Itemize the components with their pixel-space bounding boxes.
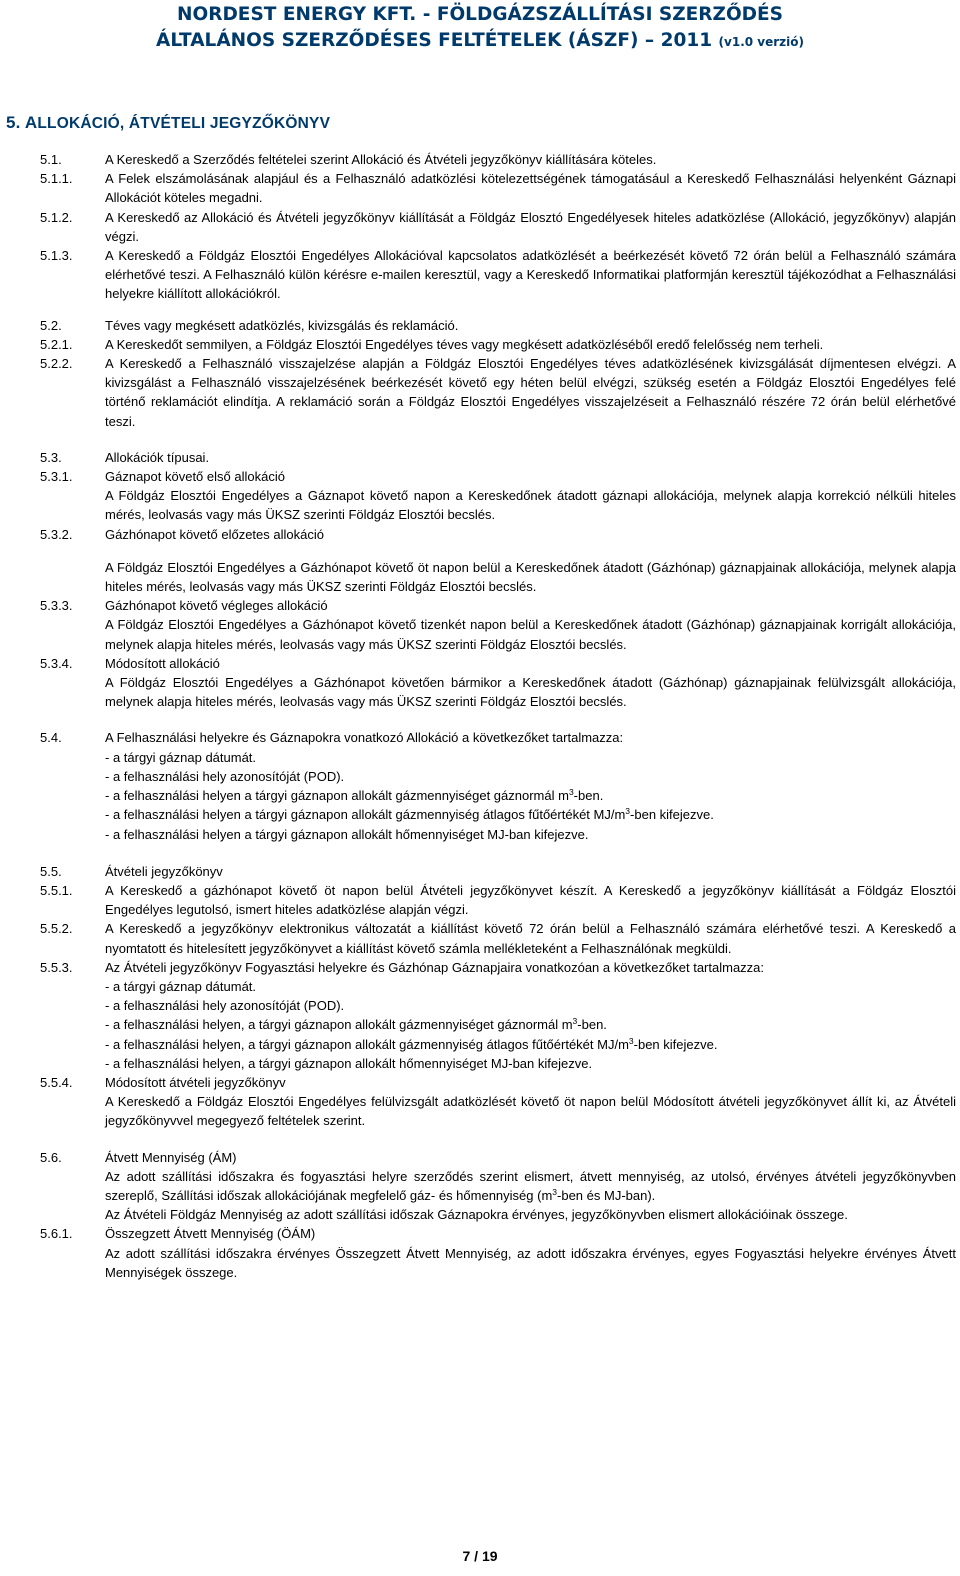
section-number: 5.2.2. xyxy=(40,356,73,372)
section-item xyxy=(40,958,956,1073)
section-number: 5.5.3. xyxy=(40,959,73,975)
section-number: 5.5.1. xyxy=(40,882,73,898)
section-number: 5.2. xyxy=(40,317,62,333)
section-item xyxy=(40,467,956,525)
section-text: - a tárgyi gáznap dátumát. xyxy=(105,978,257,994)
section-item xyxy=(40,448,956,467)
section-item xyxy=(40,596,956,654)
section-text: Az Átvételi jegyzőkönyv Fogyasztási helyekre és Gázhónap Gáznapjaira vonatkozóan a következőket tartalmazza: xyxy=(105,959,765,975)
section-item xyxy=(40,558,956,596)
section-text: Összegzett Átvett Mennyiség (ÖÁM) xyxy=(105,1226,316,1242)
section-text: A Kereskedő az Allokáció és Átvételi jegyzőkönyv kiállítását a Földgáz Elosztó Engedélyesek hiteles adatközlése (Allokáció, jegyzőkönyv) alapján végzi. xyxy=(105,209,956,244)
section-number: 5.3.3. xyxy=(40,598,73,614)
section-item xyxy=(40,654,956,712)
header-line-2 xyxy=(0,28,960,55)
section-item xyxy=(40,1073,956,1131)
section-text: A Kereskedő a gázhónapot követő öt napon belül Átvételi jegyzőkönyvet készít. A Kereskedő a jegyzőkönyv kiállítását a Földgáz Elosztói Engedélyes legutolsó, ismert hiteles adatközlése alapján végzi. xyxy=(105,882,956,918)
document-header xyxy=(0,2,960,55)
section-text: Téves vagy megkésett adatközlés, kivizsgálás és reklamáció. xyxy=(105,317,459,333)
header-version: (v1.0 verzió) xyxy=(718,35,804,49)
section-item xyxy=(40,919,956,957)
section-number: 5.6. xyxy=(40,1149,62,1165)
section-item xyxy=(40,316,956,335)
section-text: A Kereskedő a Felhasználó visszajelzése alapján a Földgáz Elosztói Engedélyes téves adatközlésének kivizsgálását díjmentesen elvégzi. A kivizsgálást a Felhasználó visszajelzésének beérkezését követő egy héten belül elvégzi, szükség esetén a Földgáz Elosztói Engedélyes felé történő reklamációt elindítja. A reklamáció során a Földgáz Elosztói Engedélyes visszajelzéseit a Felhasználó részére 72 órán belül elérhetővé teszi. xyxy=(105,356,956,429)
section-text: Gáznapot követő első allokáció xyxy=(105,469,285,485)
superscript: 3 xyxy=(628,1035,634,1046)
section-text: Az adott szállítási időszakra és fogyasztási helyre szerződés szerint elismert, átvett mennyiség, az utolsó, érvényes átvételi jegyzőkönyvben szereplő, Szállítási időszak allokációjának megfelelő gáz- és hőmennyiség ($m^3$-ben és MJ-ban). xyxy=(105,1168,956,1203)
section-item xyxy=(40,1224,956,1282)
section-text: - a felhasználási helyen, a tárgyi gáznapon allokált gázmennyiséget gáznormál $m^3$-ben. xyxy=(105,1016,607,1033)
section-number: 5.5. xyxy=(40,863,62,879)
chapter-title-rest: LLOKÁCIÓ, ÁTVÉTELI JEGYZŐKÖNYV xyxy=(37,115,331,132)
chapter-number: 5. xyxy=(6,113,21,132)
section-item xyxy=(40,862,956,881)
chapter-title-text xyxy=(25,113,330,132)
section-number: 5.3.2. xyxy=(40,526,73,542)
section-text: Módosított allokáció xyxy=(105,655,220,671)
section-number: 5.1.3. xyxy=(40,248,73,264)
section-text: A Földgáz Elosztói Engedélyes a Gázhónapot követő öt napon belül a Kereskedőnek átadott (Gázhónap) gáznapjainak allokációja, melynek alapja hiteles mérés, leolvasás vagy más ÜKSZ szerinti Földgáz Elosztói becslés. xyxy=(105,559,956,595)
page-number: 7 / 19 xyxy=(462,1548,498,1564)
section-text: A Földgáz Elosztói Engedélyes a Gázhónapot követően bármikor a Kereskedőnek átadott (Gázhónap) gáznapjainak felülvizsgált allokációja, melynek alapja hiteles mérés, leolvasás vagy más ÜKSZ szerinti Földgáz Elosztói becslés. xyxy=(105,675,956,710)
section-text: Módosított átvételi jegyzőkönyv xyxy=(105,1074,286,1090)
section-text: Allokációk típusai. xyxy=(105,449,210,465)
superscript: 3 xyxy=(572,1016,578,1027)
section-text: A Kereskedő a Szerződés feltételei szerint Allokáció és Átvételi jegyzőkönyv kiállítására köteles. xyxy=(105,152,657,167)
section-text: - a felhasználási helyen, a tárgyi gáznapon allokált hőmennyiséget MJ-ban kifejezve. xyxy=(105,1055,593,1071)
section-text: Az adott szállítási időszakra érvényes Összegzett Átvett Mennyiség, az adott időszakra érvényes, egyes Fogyasztási helyekre érvényes Átvett Mennyiségek összege. xyxy=(105,1245,956,1280)
chapter-title xyxy=(6,113,330,133)
section-text: Gázhónapot követő előzetes allokáció xyxy=(105,526,324,542)
section-item xyxy=(40,354,956,431)
section-text: A Földgáz Elosztói Engedélyes a Gázhónapot követő tizenkét napon belül a Kereskedőnek átadott (Gázhónap) gáznapjainak korrigált allokációja, melynek alapja hiteles mérés, leolvasás vagy más ÜKSZ szerinti Földgáz Elosztói becslés. xyxy=(105,617,956,652)
header-line-2-text: ÁLTALÁNOS SZERZŐDÉSES FELTÉTELEK (ÁSZF) – 2011 xyxy=(156,30,713,51)
section-text: Az Átvételi Földgáz Mennyiség az adott szállítási időszak Gáznapokra érvényes, jegyzőkönyvben elismert allokációinak összege. xyxy=(105,1207,848,1223)
section-number: 5.5.4. xyxy=(40,1074,73,1090)
section-text: - a felhasználási hely azonosítóját (POD). xyxy=(105,998,345,1014)
section-text: A Felek elszámolásának alapjául és a Felhasználó adatközlési kötelezettségének támogatásául a Kereskedő Felhasználási helyenként Gáznapi Allokációt köteles megadni. xyxy=(105,171,956,206)
section-item xyxy=(40,246,956,304)
superscript: 3 xyxy=(625,806,631,817)
section-number: 5.1. xyxy=(40,152,62,167)
section-item xyxy=(40,169,956,207)
section-text: - a felhasználási hely azonosítóját (POD). xyxy=(105,768,345,784)
section-item xyxy=(40,525,956,544)
superscript: 3 xyxy=(552,1186,558,1197)
section-text: - a felhasználási helyen a tárgyi gáznapon allokált gázmennyiség átlagos fűtőértékét $MJ/m^3$-ben kifejezve. xyxy=(105,806,714,823)
section-text: A Kereskedőt semmilyen, a Földgáz Elosztói Engedélyes téves vagy megkésett adatközléséből eredő felelősség nem terheli. xyxy=(105,336,824,352)
section-number: 5.3.4. xyxy=(40,655,73,671)
section-item xyxy=(40,150,956,169)
section-number: 5.4. xyxy=(40,730,62,746)
section-text: A Földgáz Elosztói Engedélyes a Gáznapot követő napon a Kereskedőnek átadott gáznapi allokációja, melynek alapja korrekció nélküli hiteles mérés, leolvasás vagy más ÜKSZ szerinti Földgáz Elosztói becslés. xyxy=(105,488,956,523)
section-text: A Kereskedő a Földgáz Elosztói Engedélyes Allokációval kapcsolatos adatközlését a beérkezését követő 72 órán belül a Felhasználó számára elérhetővé teszi. A Felhasználó külön kérésre e-mailen keresztül, vagy a Kereskedő Informatikai platformján keresztül tájékozódhat a Felhasználási helyekre kiállított allokációkról. xyxy=(105,248,956,302)
chapter-title-initial: A xyxy=(24,113,38,132)
section-number: 5.1.2. xyxy=(40,209,73,225)
section-item xyxy=(40,728,956,843)
header-line-1: NORDEST ENERGY KFT. - FÖLDGÁZSZÁLLÍTÁSI SZERZŐDÉS xyxy=(177,4,783,25)
document-body xyxy=(40,150,956,1282)
section-number: 5.3.1. xyxy=(40,469,73,485)
section-number: 5.3. xyxy=(40,449,62,465)
section-text: A Kereskedő a jegyzőkönyv elektronikus változatát a kiállítást követő 72 órán belül a Felhasználó számára elérhetővé teszi. A Kereskedő a nyomtatott és hitelesített jegyzőkönyvet a kiállítást követő számla mellékleteként a Felhasználónak megküldi. xyxy=(105,921,956,956)
section-text: - a felhasználási helyen a tárgyi gáznapon allokált hőmennyiséget MJ-ban kifejezve. xyxy=(105,826,589,842)
section-text: A Kereskedő a Földgáz Elosztói Engedélyes felülvizsgált adatközlését követő öt napon belül Módosított átvételi jegyzőkönyvet állít ki, az Átvételi jegyzőkönyvvel megegyező feltételek szerint. xyxy=(105,1094,956,1129)
superscript: 3 xyxy=(568,787,574,798)
section-number: 5.6.1. xyxy=(40,1226,73,1242)
section-item xyxy=(40,881,956,919)
section-text: Gázhónapot követő végleges allokáció xyxy=(105,598,328,614)
section-number: 5.1.1. xyxy=(40,171,73,187)
section-number: 5.5.2. xyxy=(40,921,73,937)
section-text: - a tárgyi gáznap dátumát. xyxy=(105,749,257,765)
section-text: A Felhasználási helyekre és Gáznapokra vonatkozó Allokáció a következőket tartalmazza: xyxy=(105,730,624,746)
section-item xyxy=(40,335,956,354)
section-text: - a felhasználási helyen a tárgyi gáznapon allokált gázmennyiséget gáznormál $m^3$-ben. xyxy=(105,787,604,804)
section-text: Átvett Mennyiség (ÁM) xyxy=(105,1149,237,1165)
section-item xyxy=(40,1148,956,1225)
section-number: 5.2.1. xyxy=(40,336,73,352)
section-text: Átvételi jegyzőkönyv xyxy=(105,863,223,879)
section-item xyxy=(40,208,956,246)
section-text: - a felhasználási helyen, a tárgyi gáznapon allokált gázmennyiség átlagos fűtőértékét $MJ/m^3$-ben kifejezve. xyxy=(105,1035,718,1052)
